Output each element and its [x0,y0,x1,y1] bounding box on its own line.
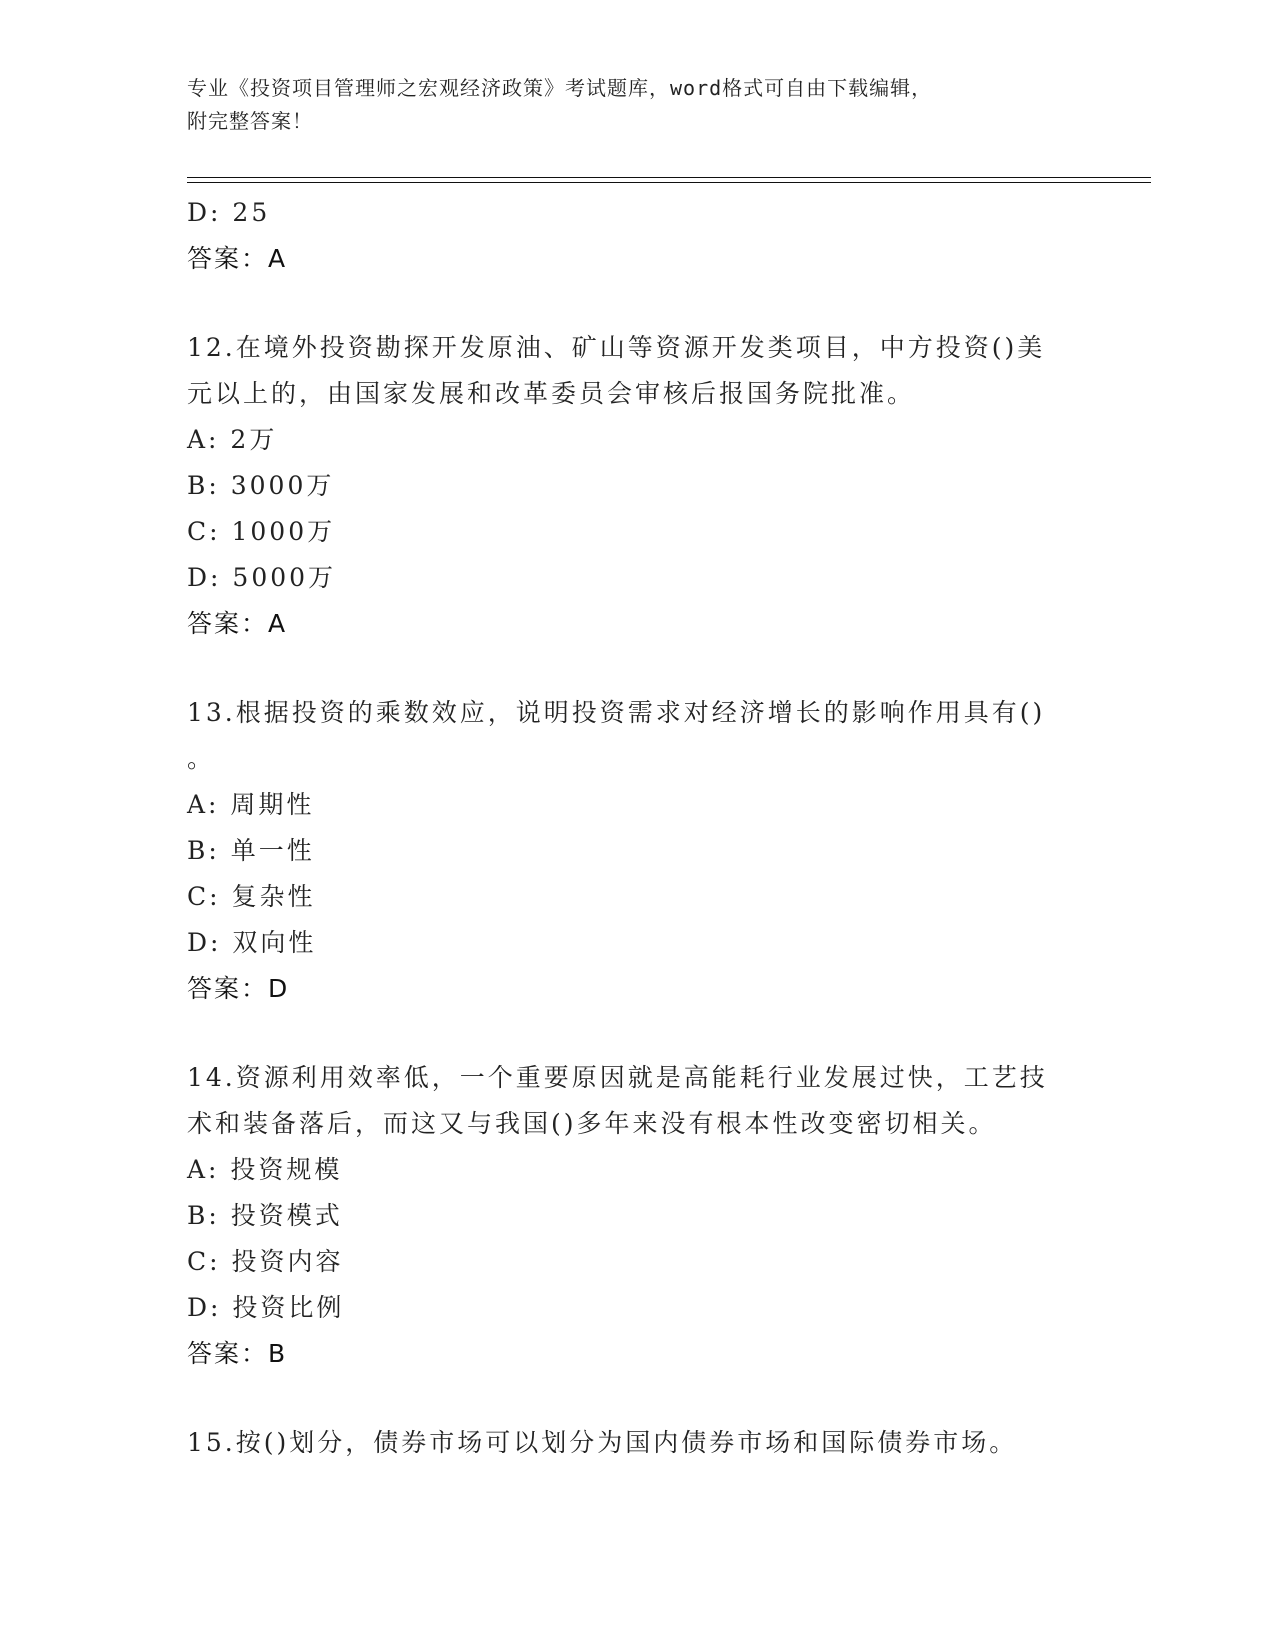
option-d: D: 25 [187,198,271,227]
option-c: C: 1000万 [187,517,336,546]
option-d: D: 投资比例 [187,1293,345,1322]
option-a: A: 2万 [187,425,278,454]
header-line-1: 专业《投资项目管理师之宏观经济政策》考试题库，word格式可自由下载编辑， [187,76,933,100]
option-d: D: 5000万 [187,563,337,592]
stem-line: 13.根据投资的乘数效应，说明投资需求对经济增长的影响作用具有() [187,698,1046,727]
stem-line: 12.在境外投资勘探开发原油、矿山等资源开发类项目，中方投资()美 [187,333,1046,362]
header-rule-bottom [187,182,1151,183]
stem-line: 14.资源利用效率低，一个重要原因就是高能耗行业发展过快，工艺技 [187,1063,1048,1092]
option-a: A: 投资规模 [187,1155,343,1184]
question-14 [187,1055,1087,1377]
question-15 [187,1420,1087,1466]
option-c: C: 复杂性 [187,882,316,911]
stem-line: 元以上的，由国家发展和改革委员会审核后报国务院批准。 [187,379,916,408]
stem-line: 。 [187,744,216,773]
question-stem [187,1055,1087,1147]
question-stem [187,1420,1087,1466]
option-b: B: 3000万 [187,471,335,500]
option-d: D: 双向性 [187,928,317,957]
question-stem [187,325,1087,417]
answer-line: 答案：D [187,974,290,1003]
stem-line: 术和装备落后，而这又与我国()多年来没有根本性改变密切相关。 [187,1109,997,1138]
page-header [187,72,1067,138]
option-c: C: 投资内容 [187,1247,344,1276]
question-content [187,190,1087,1466]
question-stem [187,690,1087,782]
header-line-2: 附完整答案！ [187,109,313,133]
header-rule-top [187,177,1151,178]
question-13 [187,690,1087,1012]
answer-line: 答案：B [187,1339,288,1368]
stem-line: 15.按()划分，债券市场可以划分为国内债券市场和国际债券市场。 [187,1428,1018,1457]
option-a: A: 周期性 [187,790,315,819]
option-b: B: 投资模式 [187,1201,343,1230]
question-12 [187,325,1087,647]
answer-line: 答案：A [187,244,288,273]
option-b: B: 单一性 [187,836,315,865]
answer-line: 答案：A [187,609,288,638]
